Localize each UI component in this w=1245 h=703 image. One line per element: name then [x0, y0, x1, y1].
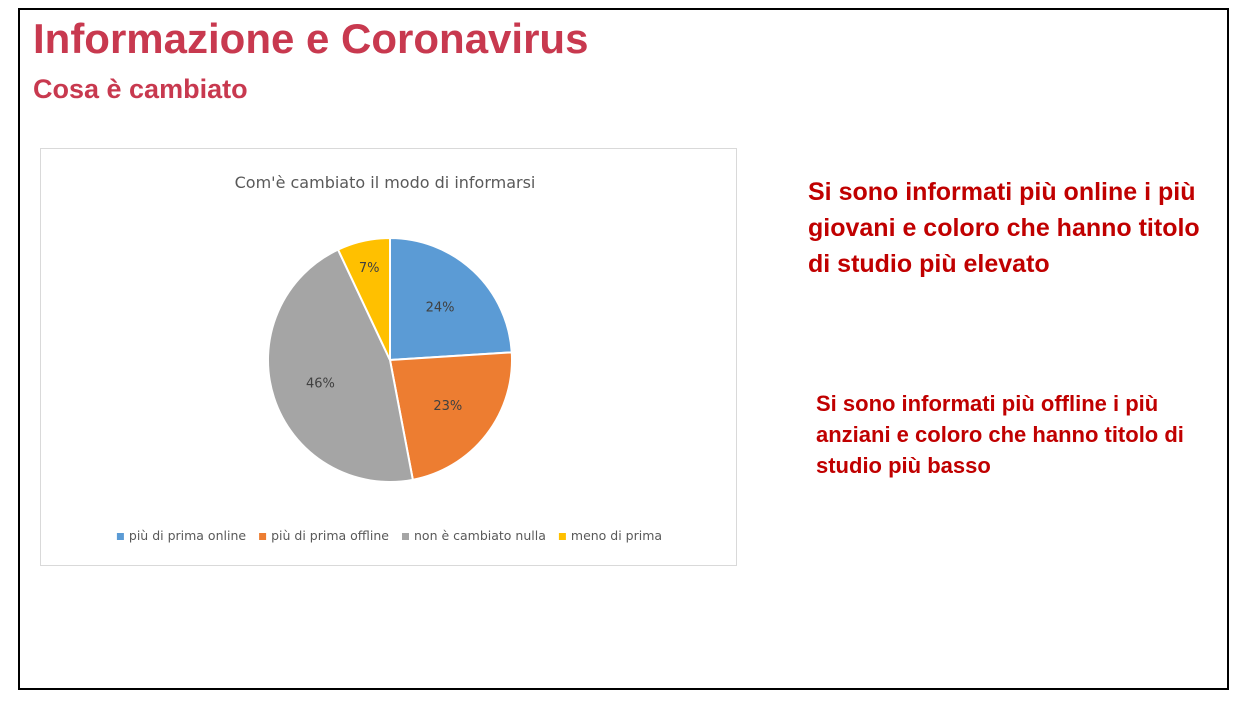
- note-online: Si sono informati più online i più giovani e coloro che hanno titolo di studio più elevato: [808, 178, 1200, 278]
- note-offline: Si sono informati più offline i più anziani e coloro che hanno titolo di studio più basso: [816, 391, 1184, 478]
- chart-legend: [117, 528, 662, 543]
- pie-data-label: 7%: [358, 261, 380, 277]
- pie-slice: [390, 238, 512, 360]
- legend-swatch: [402, 533, 409, 540]
- page-subtitle: Cosa è cambiato: [33, 74, 248, 104]
- pie-data-label: 23%: [433, 398, 463, 414]
- pie-chart: [40, 148, 737, 566]
- pie-slices: [268, 238, 512, 482]
- legend-swatch: [117, 533, 124, 540]
- pie-chart-svg: [41, 149, 738, 567]
- legend-swatch: [559, 533, 566, 540]
- legend-label: più di prima online: [128, 528, 247, 543]
- pie-data-label: 24%: [425, 300, 455, 316]
- pie-data-label: 46%: [305, 376, 335, 392]
- chart-title: Com'è cambiato il modo di informarsi: [234, 173, 536, 192]
- page-title: Informazione e Coronavirus: [33, 15, 589, 62]
- legend-label: meno di prima: [570, 528, 663, 543]
- legend-label: più di prima offline: [271, 528, 389, 543]
- legend-label: non è cambiato nulla: [414, 528, 546, 543]
- slide: [18, 8, 1229, 690]
- legend-swatch: [259, 533, 266, 540]
